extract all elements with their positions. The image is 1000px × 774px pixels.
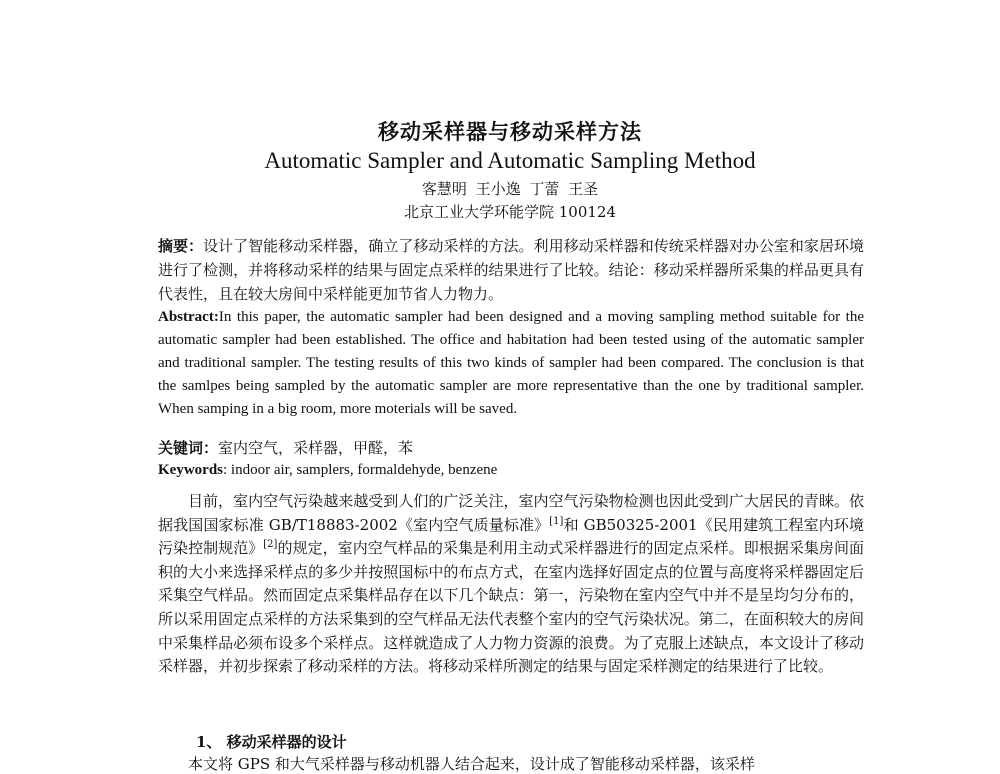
section-1-heading: 1、 移动采样器的设计: [196, 733, 347, 751]
keywords-chinese-label: 关键词：: [158, 439, 219, 457]
keywords-english: [158, 459, 864, 481]
intro-text-part-3: 的规定，室内空气样品的采集是利用主动式采样器进行的固定点采样。即根据采集房间面积的大小来选择采样点的多少并按照国标中的布点方式，在室内选择好固定点的位置与高度将采样器固定后采集空气样品。然而固定点采集样品存在以下几个缺点：第一，污染物在室内空气中并不是呈均匀分布的，所以采用固定点采样的方法采集到的空气样品无法代表整个室内的空气污染状况。第二，在面积较大的房间中采集样品必须布设多个采样点。这样就造成了人力物力资源的浪费。为了克服上述缺点，本文设计了移动采样器，并初步探索了移动采样的方法。将移动采样所测定的结果与固定采样测定的结果进行了比较。: [158, 539, 864, 676]
abstract-chinese-text: 设计了智能移动采样器，确立了移动采样的方法。利用移动采样器和传统采样器对办公室和家居环境进行了检测，并将移动采样的结果与固定点采样的结果进行了比较。结论：移动采样器所采集的样品更具有代表性，且在较大房间中采样能更加节省人力物力。: [158, 237, 864, 303]
abstract-chinese: [158, 234, 864, 306]
keywords-chinese: [158, 437, 864, 459]
abstract-english-label: Abstract:: [158, 309, 219, 325]
keywords-chinese-text: 室内空气，采样器，甲醛，苯: [218, 439, 414, 457]
introduction-paragraph: [158, 490, 864, 679]
keywords-english-text: : indoor air, samplers, formaldehyde, benzene: [223, 462, 498, 478]
abstract-english: [158, 306, 864, 421]
author-affiliation: 北京工业大学环能学院 100124: [403, 203, 617, 221]
paper-title-chinese: 移动采样器与移动采样方法: [378, 119, 642, 144]
citation-ref-2: [2]: [263, 539, 278, 551]
section-1-first-line: 本文将 GPS 和大气采样器与移动机器人结合起来，设计成了智能移动采样器，该采样: [188, 755, 755, 773]
abstract-english-text: In this paper, the automatic sampler had been designed and a moving sampling method suitable for the automatic sampler had been established. The office and habitation had been tested using of the automatic sampler and traditional sampler. The testing results of this two kinds of sampler had been compared. The conclusion is that the samlpes being sampled by the automatic sampler are more representative than the one by traditional sampler. When samping in a big room, more moterials will be saved.: [158, 309, 864, 417]
citation-ref-1: [1]: [549, 515, 564, 527]
author-list: 客慧明 王小逸 丁蕾 王圣: [421, 180, 599, 198]
abstract-chinese-label: 摘要：: [158, 237, 204, 255]
intro-text-part-1: 目前，室内空气污染越来越受到人们的广泛关注，室内空气污染物检测也因此受到广大居民的青睐。依据我国国家标准 GB/T18883-2002《室内空气质量标准》: [158, 492, 864, 534]
keywords-english-label: Keywords: [158, 462, 223, 478]
intro-text-part-2: 和 GB50325-2001《民用建筑工程室内环境污染控制规范》: [158, 515, 865, 558]
paper-title-english: Automatic Sampler and Automatic Sampling Method: [264, 148, 756, 173]
